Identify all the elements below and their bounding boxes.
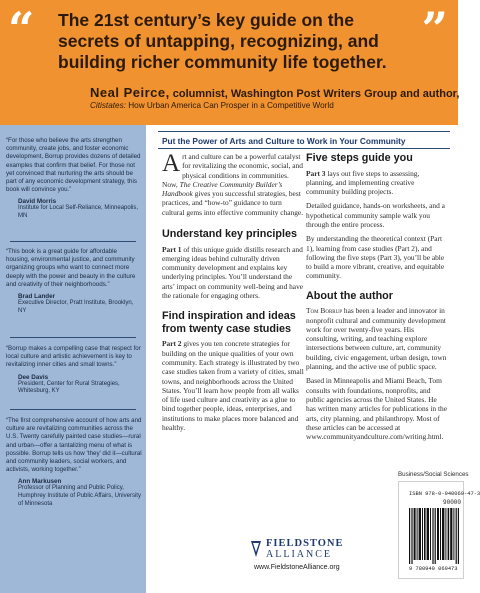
attribution-name: Neal Peirce, [90, 85, 170, 100]
context-paragraph: By understanding the theoretical context (Part 1), learning from case studies (Part 2), and following the five steps (Part 3), you’ll be able to build a more vibrant, creative, and equitable community. [306, 234, 445, 281]
endorser-role: Institute for Local Self-Reliance, Minneapolis, MN [18, 205, 139, 220]
barcode-bars [409, 508, 459, 564]
author-name: Tom Borrup [306, 306, 343, 316]
detail-paragraph: Detailed guidance, hands-on worksheets, and a hypothetical community sample walk you through the entire process. [306, 201, 445, 229]
part2-paragraph: Part 2 gives you ten concrete strategies for building on the unique qualities of your own community. Each strategy is illustrated by two case studies taken from a variety of cities, small towns, and neighborhoods across the United States. You’ll learn how people from all walks of life used culture and creativity as a glue to bind together people, ideas, enterprises, and institutions to make places more balanced and healthy. [162, 339, 304, 433]
publisher-name: FIELDSTONE [266, 538, 344, 549]
endorser-name: David Morris [18, 198, 57, 206]
endorsement-text: “Borrup makes a compelling case that respect for local culture and artistic achievement is key to revitalizing inner cities and small towns.” [6, 345, 141, 369]
barcode-box [398, 481, 480, 579]
endorser-name: Ann Markusen [18, 478, 62, 486]
attribution-role: columnist, Washington Post Writers Group and author, [169, 88, 460, 100]
endorsement-text: “The first comprehensive account of how arts and culture are revitalizing communities across the U.S. Twenty carefully painted case studies—rural and urban—offer a tantalizing menu of what is possible. Borrup tells us how ‘they’ did it—cultural and community leaders, social workers, and activists, working together.” [6, 417, 142, 474]
book-title: Citistates: [90, 101, 126, 110]
banner-attribution [90, 85, 459, 100]
publisher-subname: ALLIANCE [266, 549, 332, 560]
title-rule [158, 148, 450, 149]
endorsement-sidebar [0, 125, 146, 593]
page-title: Put the Power of Arts and Culture to Work in Your Community [162, 136, 406, 146]
book-title-inline: The Creative Community Builder’s Handbook [162, 179, 283, 199]
close-quote-mark: ” [421, 2, 448, 56]
quote-banner [0, 0, 458, 125]
sidebar-divider [10, 241, 136, 242]
intro-paragraph: Art and culture can be a powerful catalyst for revitalizing the economic, social, and physical conditions in communities. Now, The Creative Community Builder’s Handbook gives you successful strategies, best practices, and “how-to” guidance to turn cultural gems into effective community change. [162, 150, 304, 217]
heading-principles: Understand key principles [162, 228, 298, 241]
part1-paragraph: Part 1 of this unique guide distills research and emerging ideas behind culturally driven community development and explains key underlying principles. You’ll understand the arts’ impact on community well-being and have the rationale for engaging others. [162, 244, 304, 301]
author-paragraph-2: Based in Minneapolis and Miami Beach, Tom consults with foundations, nonprofits, and public agencies across the United States. He has written many articles for publications in the arts, city planning, and philanthropy. Most of these articles can be accessed at www.communityandculture.com/writing.html. [306, 376, 447, 442]
isbn-text: ISBN 978-0-940069-47-3 [409, 491, 480, 497]
part3-paragraph: Part 3 lays out five steps to assessing, planning, and implementing creative community building projects. [306, 168, 420, 197]
heading-inspiration: Find inspiration and ideas from twenty case studies [162, 310, 296, 335]
endorsement-quote [6, 417, 142, 508]
publisher-url: www.FieldstoneAlliance.org [254, 564, 340, 571]
banner-quote-text: The 21st century’s key guide on the secrets of untapping, recognizing, and building richer community life together. [58, 10, 387, 72]
endorsement-quote [6, 345, 142, 396]
endorser-name: Dee Davis [18, 373, 49, 381]
endorser-role: Professor of Planning and Public Policy, Humphrey Institute of Public Affairs, University of Minnesota [18, 485, 141, 507]
endorser-role: Executive Director, Pratt Institute, Brooklyn, NY [18, 300, 134, 314]
left-column [162, 152, 304, 432]
right-column [306, 152, 448, 441]
drop-cap: A [162, 150, 181, 177]
endorsement-quote [6, 137, 142, 221]
attribution-book [90, 101, 334, 110]
book-subtitle: How Urban America Can Prosper in a Competitive World [125, 101, 334, 110]
heading-author: About the author [306, 289, 393, 302]
endorsement-text: “This book is a great guide for affordable housing, environmental justice, and community organizing groups who want to connect more deeply with the power and beauty in the culture and creativity of their neighborhoods.” [6, 248, 136, 288]
endorsement-quote [6, 248, 142, 315]
category-label: Business/Social Sciences [398, 471, 469, 478]
barcode-block [390, 471, 480, 587]
open-quote-mark: “ [8, 2, 35, 56]
sidebar-divider [10, 337, 136, 338]
endorsement-text: “For those who believe the arts strengthen community, create jobs, and foster economic development, Borrup provides dozens of detailed examples that confirm that belief. For those not yet convinced that nurturing the arts should be part of any economic development strategy, this book will convince you.” [6, 137, 141, 194]
barcode-number: 9 780940 069473 [409, 566, 458, 572]
top-rule [158, 131, 450, 132]
price-code: 90000 [443, 499, 462, 506]
author-paragraph: Tom Borrup has been a leader and innovator in nonprofit cultural and community development work for over twenty-five years. His consulting, writing, and teaching explore intersections between culture, art, community building, civic engagement, urban design, town planning, and the active use of public space. [306, 306, 447, 372]
endorser-name: Brad Lander [18, 293, 56, 301]
sidebar-divider [10, 409, 136, 410]
endorser-role: President, Center for Rural Strategies, Whitesburg, KY [18, 380, 120, 395]
heading-steps: Five steps guide you [306, 152, 413, 164]
fieldstone-logo-icon [248, 539, 264, 559]
